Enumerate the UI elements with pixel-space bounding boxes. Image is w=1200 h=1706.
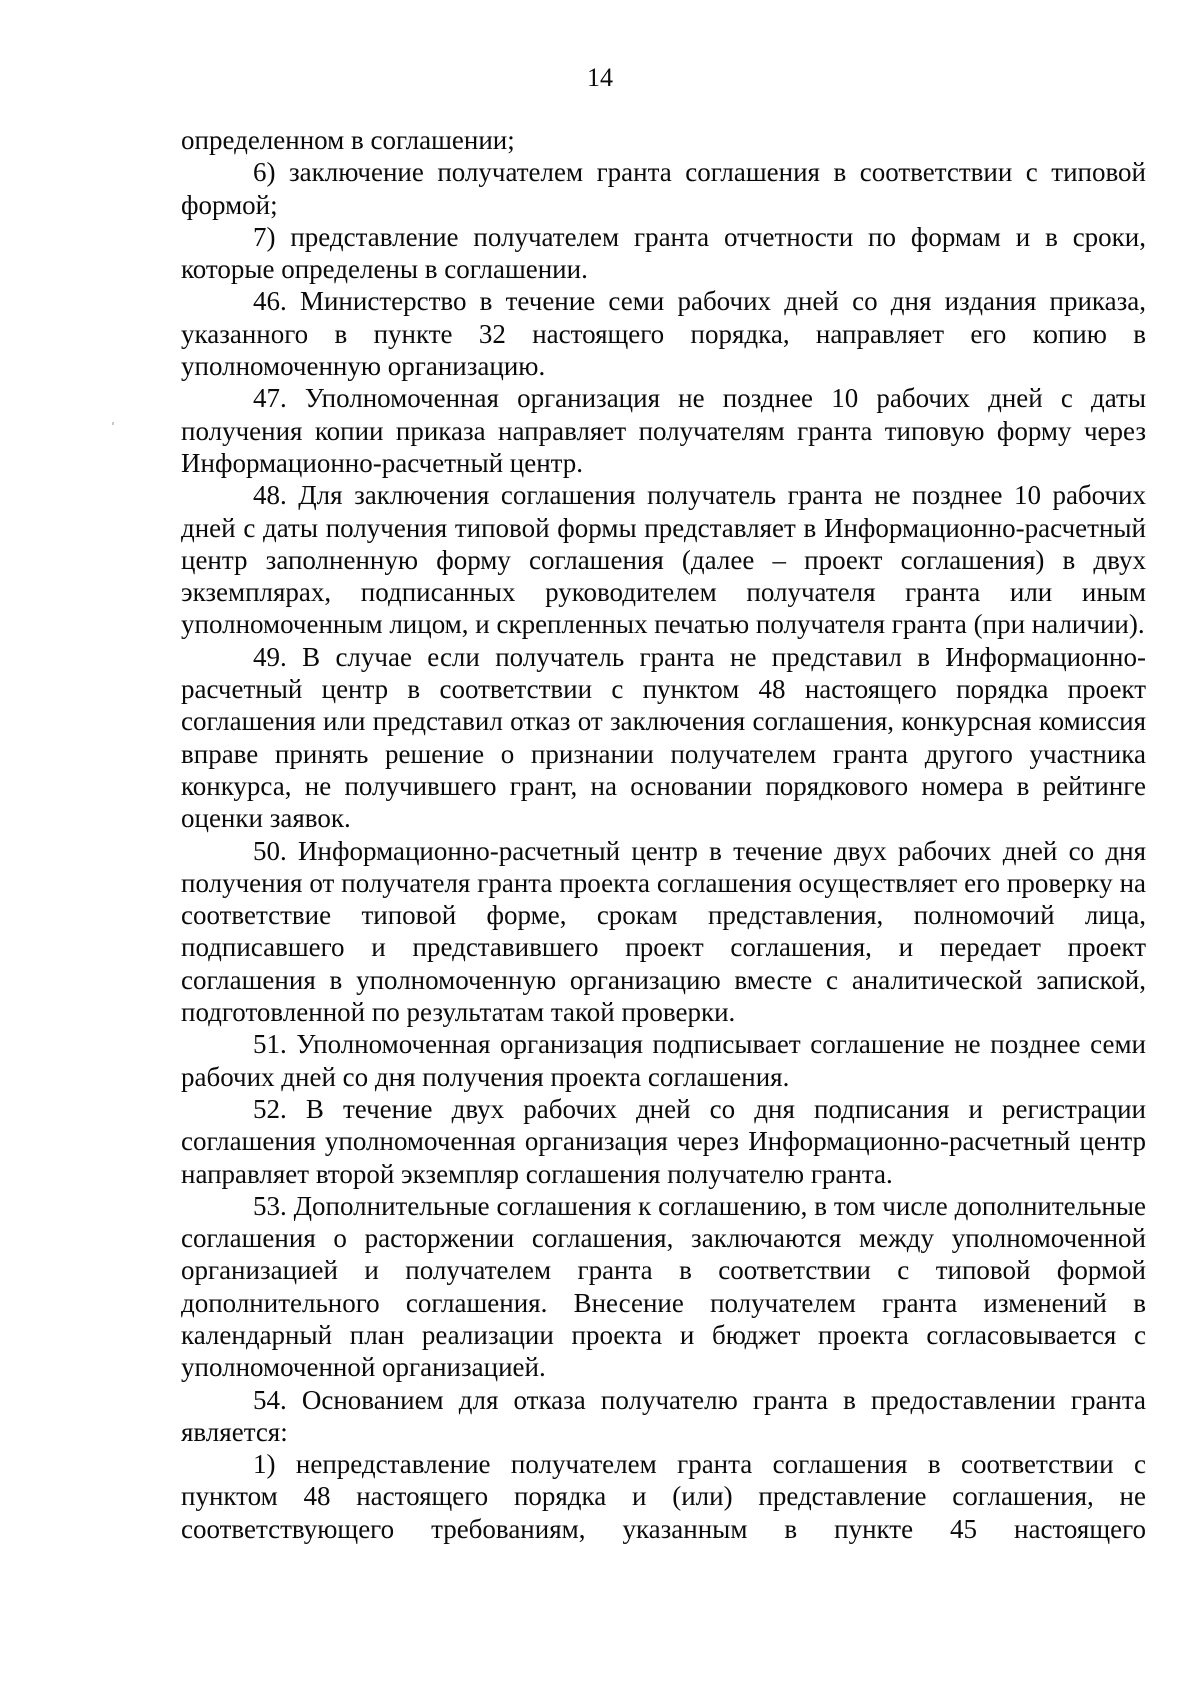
paragraph-52: 52. В течение двух рабочих дней со дня подписания и регистрации соглашения уполномоченная организация через Информационно-расчетный центр направляет второй экземпляр соглашения получателю гранта. — [181, 1093, 1146, 1189]
paragraph-continuation: определенном в соглашении; — [181, 125, 515, 155]
paragraph-48: 48. Для заключения соглашения получатель гранта не позднее 10 рабочих дней с даты получения типовой формы представляет в Информационно-расчетный центр заполненную форму соглашения (далее – проект соглашения) в двух экземплярах, подписанных руководителем получателя гранта или иным уполномоченным лицом, и скрепленных печатью получателя гранта (при наличии). — [181, 480, 1146, 640]
paragraph-49: 49. В случае если получатель гранта не представил в Информационно-расчетный центр в соответствии с пунктом 48 настоящего порядка проект соглашения или представил отказ от заключения соглашения, конкурсная комиссия вправе принять решение о признании получателем гранта другого участника конкурса, не получившего грант, на основании порядкового номера в рейтинге оценки заявок. — [181, 641, 1146, 834]
page-number: 14 — [587, 63, 613, 92]
paragraph-item-7: 7) представление получателем гранта отчетности по формам и в сроки, которые определены в соглашении. — [181, 221, 1146, 285]
paragraph-51: 51. Уполномоченная организация подписывает соглашение не позднее семи рабочих дней со дня получения проекта соглашения. — [181, 1029, 1146, 1092]
paragraph-53: 53. Дополнительные соглашения к соглашению, в том числе дополнительные соглашения о расторжении соглашения, заключаются между уполномоченной организацией и получателем гранта в соответствии с типовой формой дополнительного соглашения. Внесение получателем гранта изменений в календарный план реализации проекта и бюджет проекта согласовывается с уполномоченной организацией. — [181, 1190, 1146, 1383]
paragraph-54-item-1: 1) непредставление получателем гранта соглашения в соответствии с пунктом 48 настоящего порядка и (или) представление соглашения, не соответствующего требованиям, указанным в пункте 45 настоящего — [181, 1449, 1146, 1544]
margin-mark — [112, 422, 114, 425]
paragraph-50: 50. Информационно-расчетный центр в течение двух рабочих дней со дня получения от получателя гранта проекта соглашения осуществляет его проверку на соответствие типовой форме, срокам представления, полномочий лица, подписавшего и представившего проект соглашения, и передает проект соглашения в уполномоченную организацию вместе с аналитической запиской, подготовленной по результатам такой проверки. — [181, 835, 1146, 1028]
paragraph-46: 46. Министерство в течение семи рабочих дней со дня издания приказа, указанного в пункте 32 настоящего порядка, направляет его копию в уполномоченную организацию. — [181, 286, 1146, 382]
paragraph-54: 54. Основанием для отказа получателю гранта в предоставлении гранта является: — [181, 1384, 1146, 1447]
paragraph-item-6: 6) заключение получателем гранта соглашения в соответствии с типовой формой; — [181, 157, 1146, 220]
document-body — [181, 124, 1146, 1545]
paragraph-47: 47. Уполномоченная организация не позднее 10 рабочих дней с даты получения копии приказа направляет получателям гранта типовую форму через Информационно-расчетный центр. — [181, 383, 1146, 478]
